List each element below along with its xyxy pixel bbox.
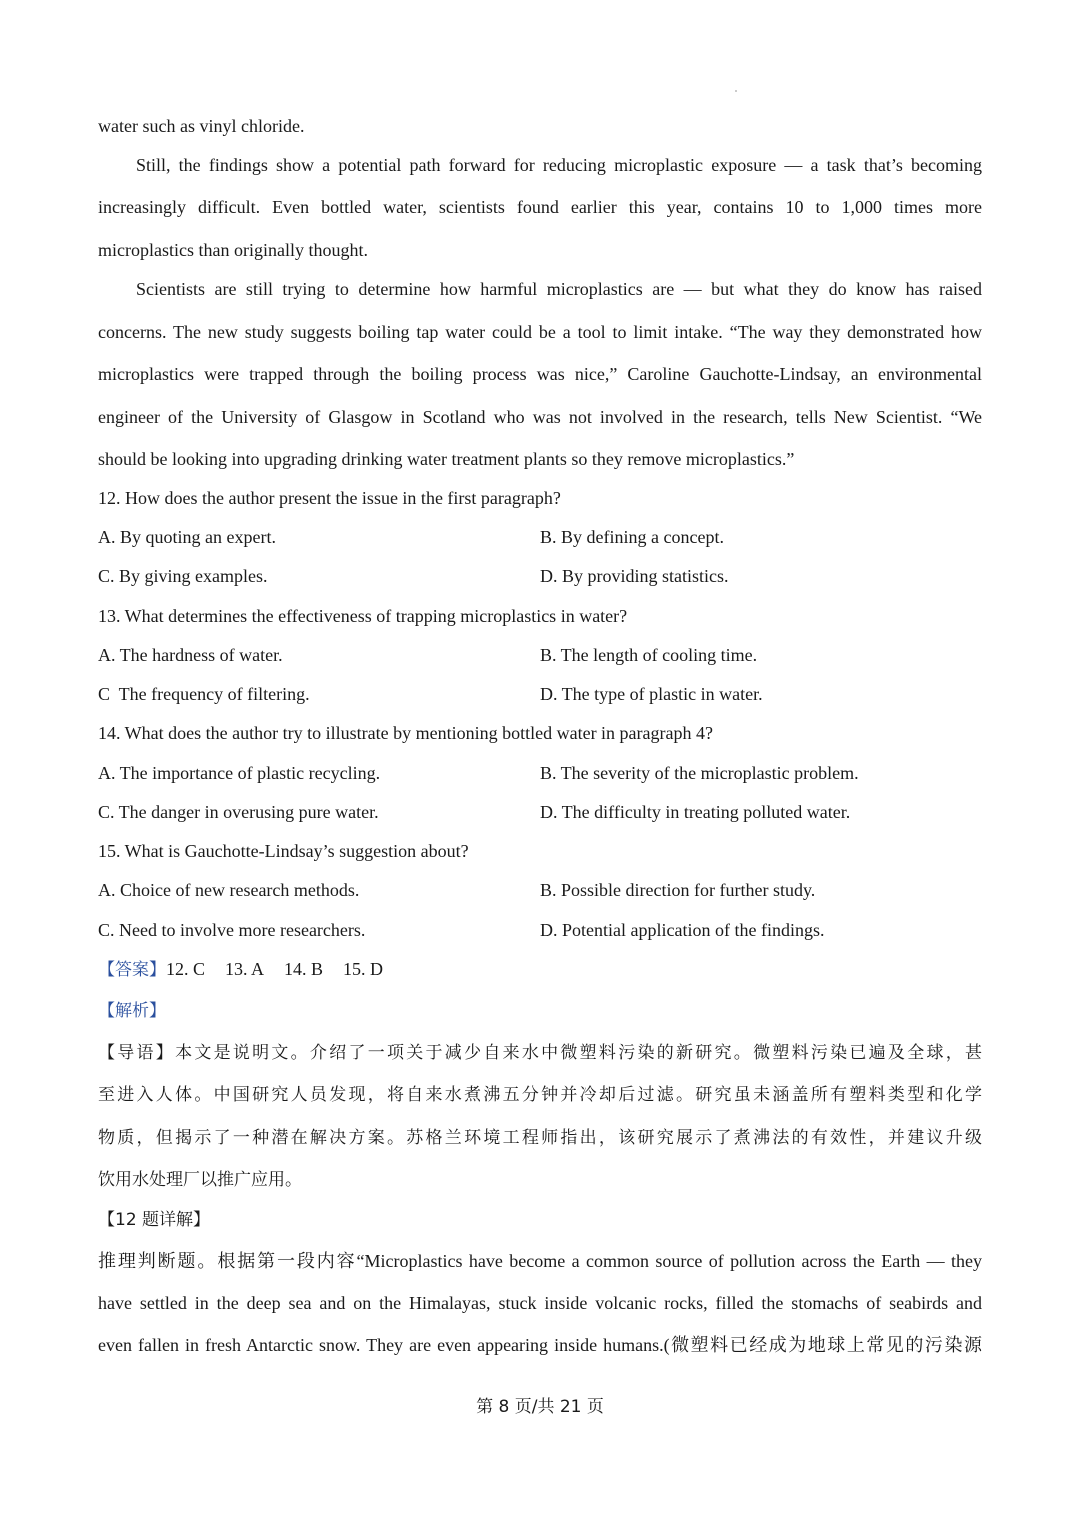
passage-line: Scientists are still trying to determine how harmful microplastics are — but what they do know has raised bbox=[136, 279, 982, 299]
answer-item: 14. B bbox=[284, 959, 324, 979]
detail-heading: 【12 题详解】 bbox=[98, 1210, 211, 1230]
option-d: D. By providing statistics. bbox=[540, 566, 729, 586]
answer-item: 15. D bbox=[343, 959, 384, 979]
scan-speck bbox=[735, 90, 737, 92]
question-stem: 14. What does the author try to illustrate by mentioning bottled water in paragraph 4? bbox=[98, 723, 714, 743]
option-a: A. By quoting an expert. bbox=[98, 527, 276, 547]
guide-line: 【导语】本文是说明文。介绍了一项关于减少自来水中微塑料污染的新研究。微塑料污染已遍及全球，甚 bbox=[98, 1043, 982, 1063]
analysis-label: 【解析】 bbox=[98, 1001, 166, 1021]
guide-line: 物质，但揭示了一种潜在解决方案。苏格兰环境工程师指出，该研究展示了煮沸法的有效性，并建议升级 bbox=[98, 1128, 982, 1148]
passage-line: Still, the findings show a potential path forward for reducing microplastic exposure — a task that’s becoming bbox=[136, 155, 982, 175]
option-d: D. The type of plastic in water. bbox=[540, 684, 763, 704]
option-c: C. By giving examples. bbox=[98, 566, 268, 586]
option-b: B. The severity of the microplastic problem. bbox=[540, 763, 859, 783]
guide-line: 至进入人体。中国研究人员发现，将自来水煮沸五分钟并冷却后过滤。研究虽未涵盖所有塑料类型和化学 bbox=[98, 1085, 982, 1105]
option-a: A. The importance of plastic recycling. bbox=[98, 763, 381, 783]
answer-line bbox=[98, 957, 982, 981]
passage-line: microplastics than originally thought. bbox=[98, 240, 368, 260]
question-stem: 13. What determines the effectiveness of trapping microplastics in water? bbox=[98, 606, 628, 626]
option-a: A. Choice of new research methods. bbox=[98, 880, 360, 900]
option-b: B. Possible direction for further study. bbox=[540, 880, 816, 900]
page-footer: 第 8 页/共 21 页 bbox=[476, 1397, 604, 1417]
passage-line: should be looking into upgrading drinking water treatment plants so they remove microplastics.” bbox=[98, 449, 795, 469]
passage-line: increasingly difficult. Even bottled water, scientists found earlier this year, contains 10 to 1,000 times more bbox=[98, 197, 982, 217]
question-stem: 15. What is Gauchotte-Lindsay’s suggestion about? bbox=[98, 841, 469, 861]
option-c: C. The danger in overusing pure water. bbox=[98, 802, 379, 822]
answer-item: 12. C bbox=[166, 959, 206, 979]
option-a: A. The hardness of water. bbox=[98, 645, 283, 665]
detail-line: have settled in the deep sea and on the Himalayas, stuck inside volcanic rocks, filled the stomachs of seabirds and bbox=[98, 1293, 982, 1313]
answer-item: 13. A bbox=[225, 959, 265, 979]
question-stem: 12. How does the author present the issue in the first paragraph? bbox=[98, 488, 561, 508]
option-b: B. The length of cooling time. bbox=[540, 645, 758, 665]
option-b: B. By defining a concept. bbox=[540, 527, 724, 547]
passage-line: concerns. The new study suggests boiling tap water could be a tool to limit intake. “The way they demonstrated how bbox=[98, 322, 982, 342]
option-d: D. Potential application of the findings. bbox=[540, 920, 825, 940]
option-c: C The frequency of filtering. bbox=[98, 684, 310, 704]
passage-line: engineer of the University of Glasgow in Scotland who was not involved in the research, tells New Scientist. “We bbox=[98, 407, 982, 427]
detail-line: even fallen in fresh Antarctic snow. They are even appearing inside humans.(微塑料已经成为地球上常见的污染源 bbox=[98, 1335, 982, 1355]
detail-line: 推理判断题。根据第一段内容“Microplastics have become a common source of pollution across the Earth — they bbox=[98, 1251, 982, 1271]
guide-line: 饮用水处理厂以推广应用。 bbox=[98, 1170, 302, 1190]
option-d: D. The difficulty in treating polluted water. bbox=[540, 802, 851, 822]
answer-label: 【答案】 bbox=[98, 960, 166, 980]
passage-line: microplastics were trapped through the boiling process was nice,” Caroline Gauchotte-Lindsay, an environmental bbox=[98, 364, 982, 384]
option-c: C. Need to involve more researchers. bbox=[98, 920, 366, 940]
passage-line: water such as vinyl chloride. bbox=[98, 116, 305, 136]
